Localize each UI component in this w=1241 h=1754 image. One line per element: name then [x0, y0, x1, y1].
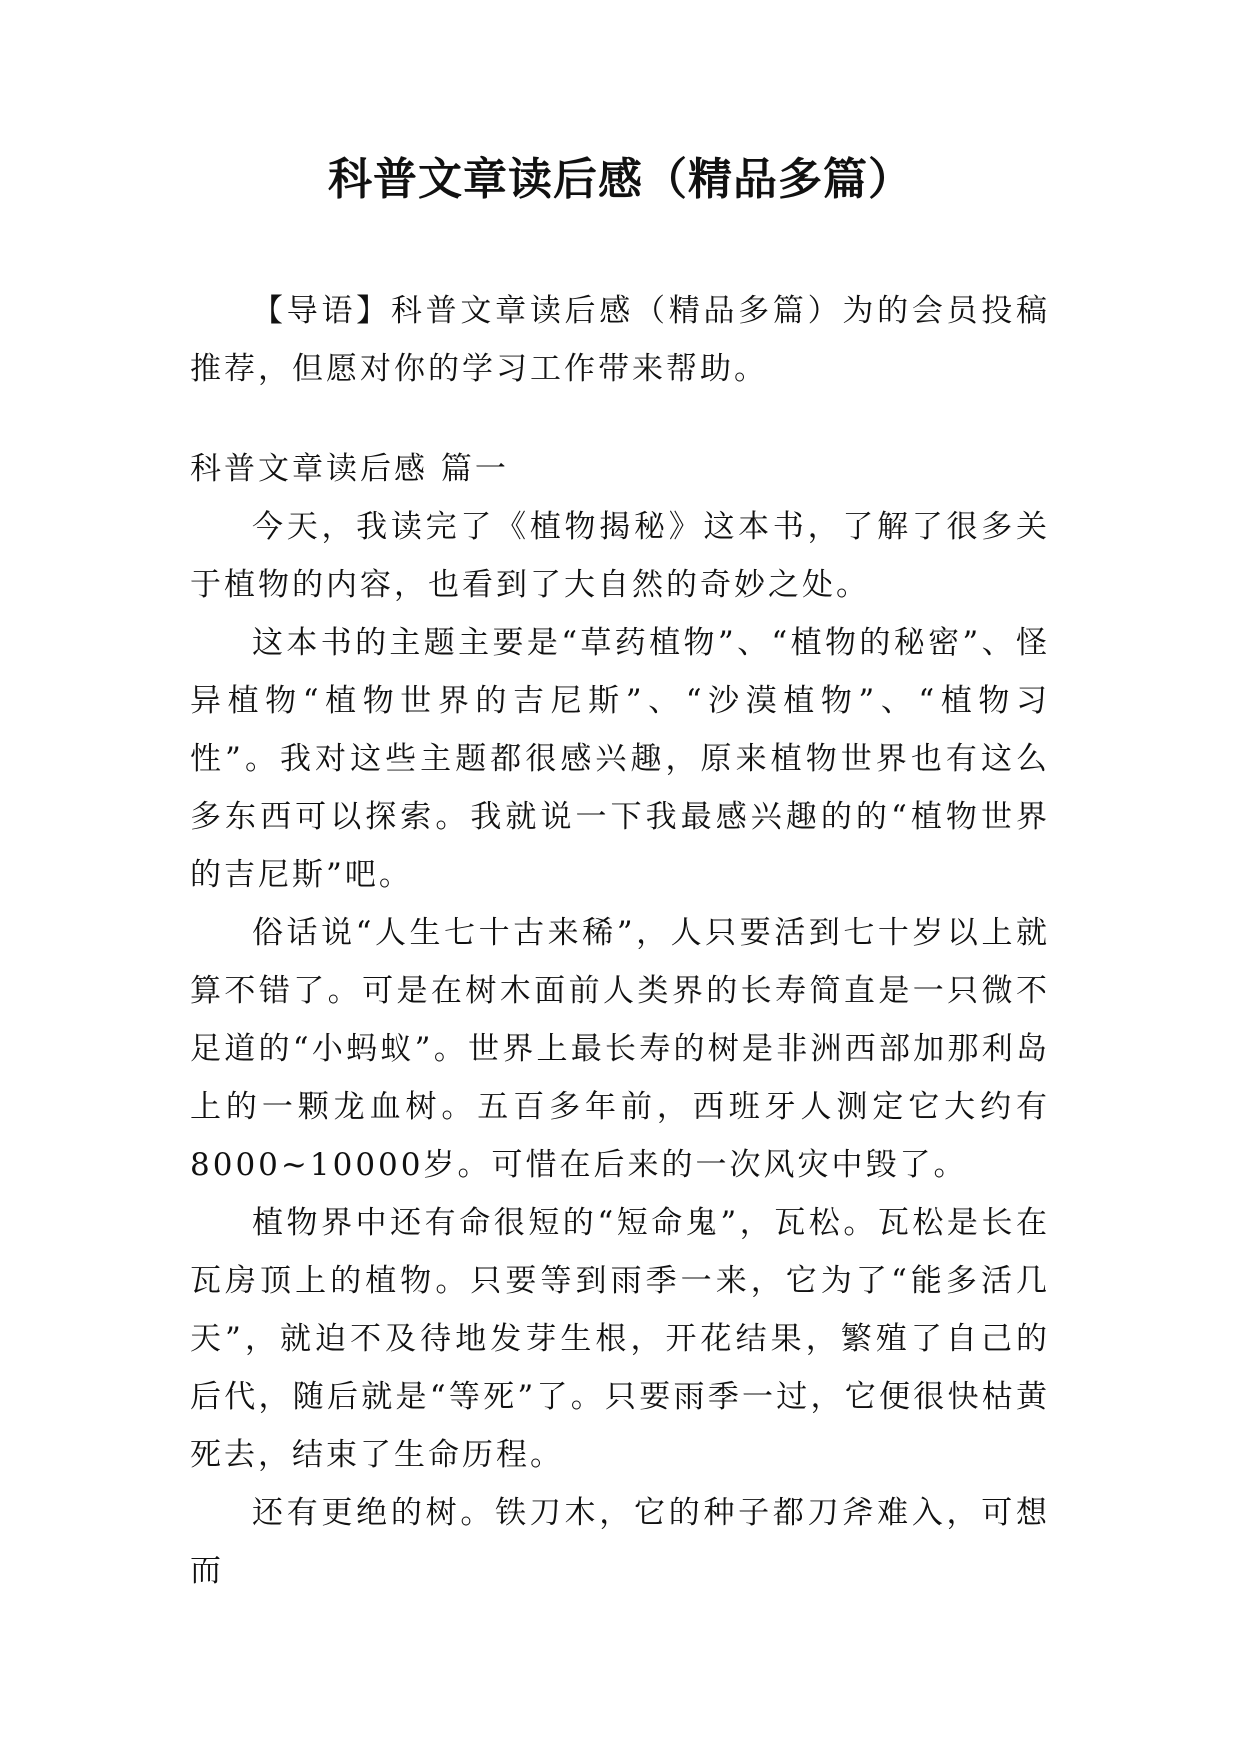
- document-body: [190, 282, 1050, 1600]
- body-paragraph: 这本书的主题主要是“草药植物”、“植物的秘密”、怪异植物“植物世界的吉尼斯”、“沙漠植物”、“植物习性”。我对这些主题都很感兴趣，原来植物世界也有这么多东西可以探索。我就说一下我最感兴趣的的“植物世界的吉尼斯”吧。: [190, 625, 1050, 893]
- intro-paragraph: 【导语】科普文章读后感（精品多篇）为的会员投稿推荐，但愿对你的学习工作带来帮助。: [190, 293, 1050, 387]
- body-paragraph: 还有更绝的树。铁刀木，它的种子都刀斧难入，可想而: [190, 1495, 1050, 1589]
- body-paragraph: 今天，我读完了《植物揭秘》这本书，了解了很多关于植物的内容，也看到了大自然的奇妙之处。: [190, 509, 1050, 603]
- body-paragraph: 植物界中还有命很短的“短命鬼”，瓦松。瓦松是长在瓦房顶上的植物。只要等到雨季一来，它为了“能多活几天”，就迫不及待地发芽生根，开花结果，繁殖了自己的后代，随后就是“等死”了。只要雨季一过，它便很快枯黄死去，结束了生命历程。: [190, 1205, 1050, 1473]
- body-paragraph: 俗话说“人生七十古来稀”，人只要活到七十岁以上就算不错了。可是在树木面前人类界的长寿简直是一只微不足道的“小蚂蚁”。世界上最长寿的树是非洲西部加那利岛上的一颗龙血树。五百多年前，西班牙人测定它大约有8000~10000岁。可惜在后来的一次风灾中毁了。: [190, 915, 1050, 1183]
- section-heading: 科普文章读后感 篇一: [190, 451, 509, 487]
- document-title: 科普文章读后感（精品多篇）: [328, 154, 913, 205]
